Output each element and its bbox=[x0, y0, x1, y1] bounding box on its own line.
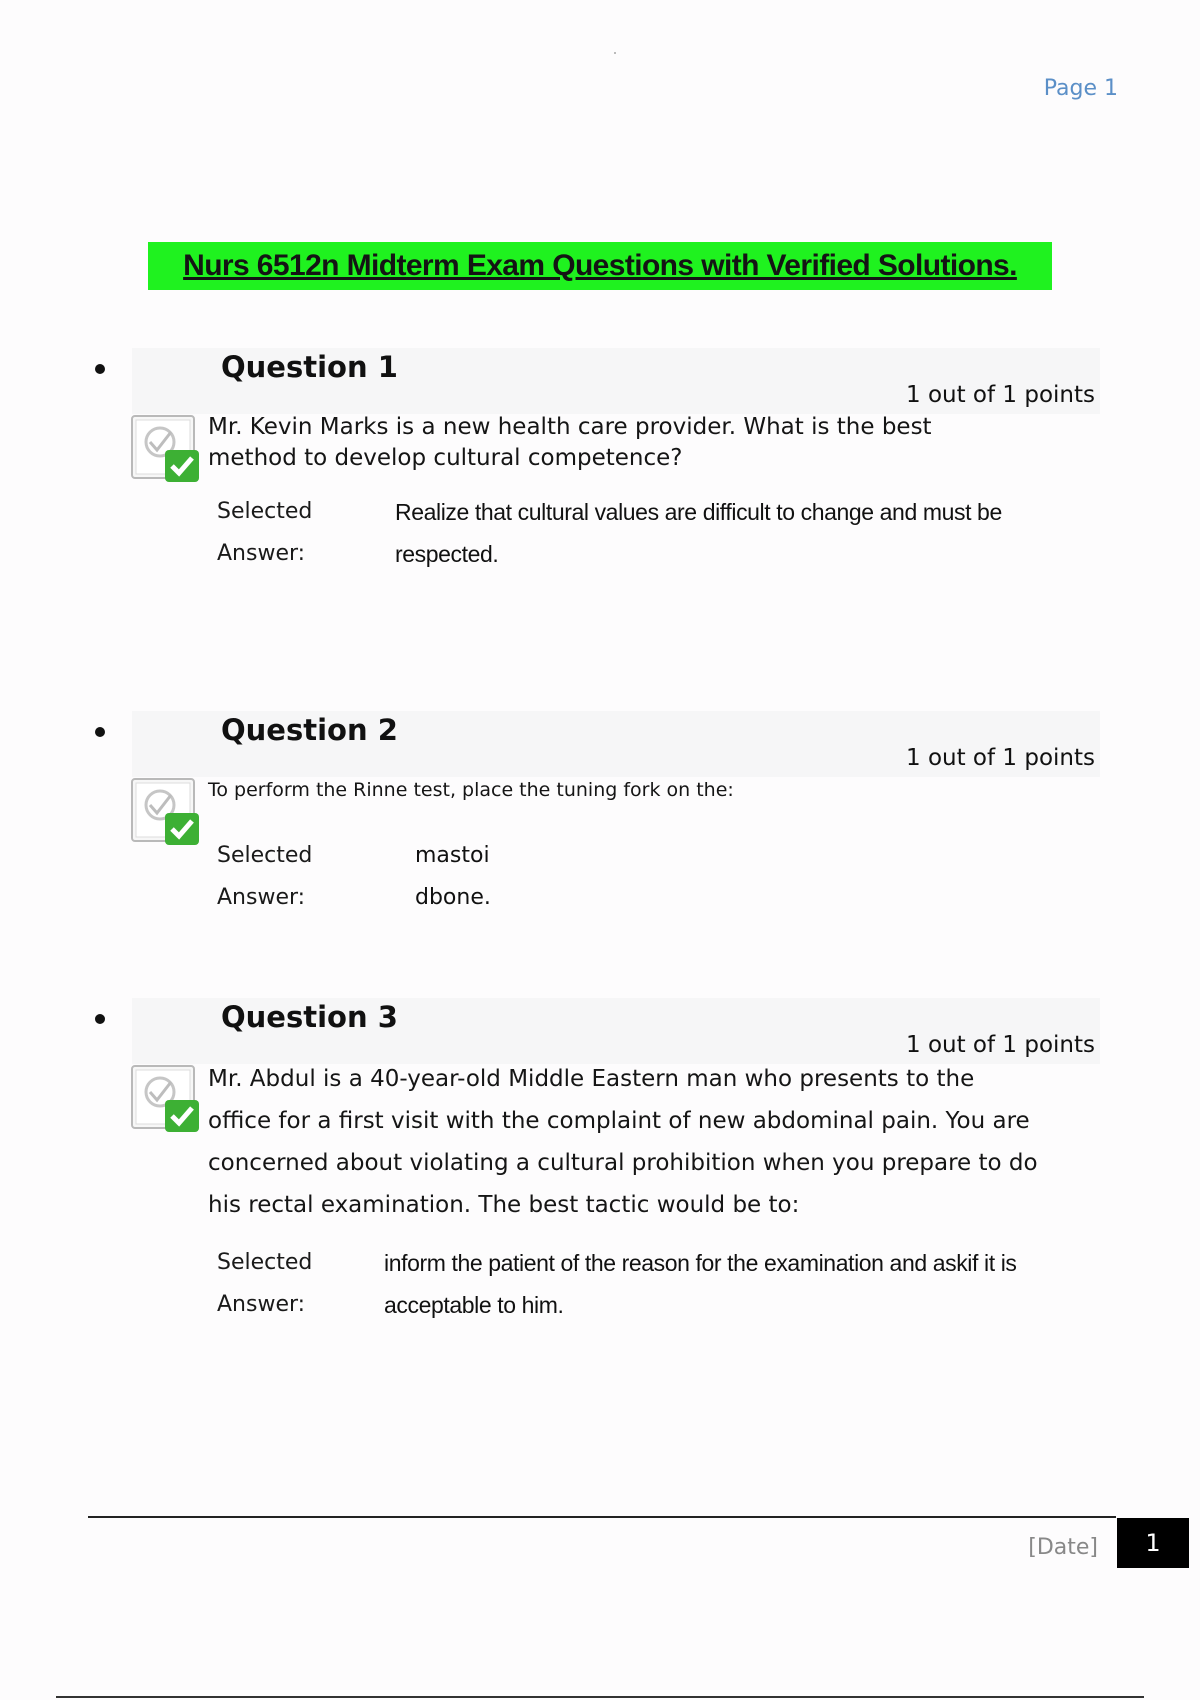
question-block-3 bbox=[0, 998, 1200, 1338]
question-text: Mr. Abdul is a 40-year-old Middle Eastern man who presents to the office for a first visit with the complaint of new abdominal pain. You are concerned about violating a cultural prohibition when you prepare to do his rectal examination. The best tactic would be to: bbox=[208, 1066, 1038, 1218]
selected-label: Selected bbox=[217, 1250, 313, 1275]
answer-label: Answer: bbox=[217, 1292, 306, 1317]
document-title-highlight bbox=[148, 242, 1052, 290]
footer-rule bbox=[88, 1516, 1116, 1518]
selected-label: Selected bbox=[217, 843, 313, 868]
selected-answer-line-1: mastoi bbox=[415, 843, 490, 868]
footer-date: [Date] bbox=[1028, 1535, 1098, 1560]
page-bottom-rule bbox=[56, 1696, 1144, 1698]
bullet-icon bbox=[95, 727, 105, 737]
question-points: 1 out of 1 points bbox=[906, 745, 1095, 771]
graded-correct-checkmark-icon bbox=[130, 777, 202, 847]
question-points: 1 out of 1 points bbox=[906, 1032, 1095, 1058]
selected-answer-line-2: dbone. bbox=[415, 885, 491, 910]
question-heading: Question 3 bbox=[221, 1000, 398, 1034]
question-points: 1 out of 1 points bbox=[906, 382, 1095, 408]
question-heading: Question 1 bbox=[221, 350, 398, 384]
answer-label: Answer: bbox=[217, 541, 306, 566]
question-block-1 bbox=[0, 348, 1200, 598]
graded-correct-checkmark-icon bbox=[130, 414, 202, 484]
graded-correct-checkmark-icon bbox=[130, 1064, 202, 1134]
selected-answer-text: inform the patient of the reason for the examination and askif it is acceptable to him. bbox=[384, 1250, 1017, 1318]
bullet-icon bbox=[95, 364, 105, 374]
page-mark bbox=[614, 52, 616, 54]
selected-answer-text: Realize that cultural values are difficult to change and must be respected. bbox=[395, 499, 1002, 567]
question-block-2 bbox=[0, 711, 1200, 931]
question-text: Mr. Kevin Marks is a new health care provider. What is the best method to develop cultural competence? bbox=[208, 414, 932, 471]
page-label: Page 1 bbox=[1043, 76, 1118, 101]
document-title: Nurs 6512n Midterm Exam Questions with Verified Solutions. bbox=[183, 249, 1017, 282]
footer-page-number: 1 bbox=[1117, 1518, 1189, 1568]
answer-label: Answer: bbox=[217, 885, 306, 910]
question-heading: Question 2 bbox=[221, 713, 398, 747]
selected-label: Selected bbox=[217, 499, 313, 524]
question-text: To perform the Rinne test, place the tuning fork on the: bbox=[208, 779, 734, 801]
bullet-icon bbox=[95, 1014, 105, 1024]
